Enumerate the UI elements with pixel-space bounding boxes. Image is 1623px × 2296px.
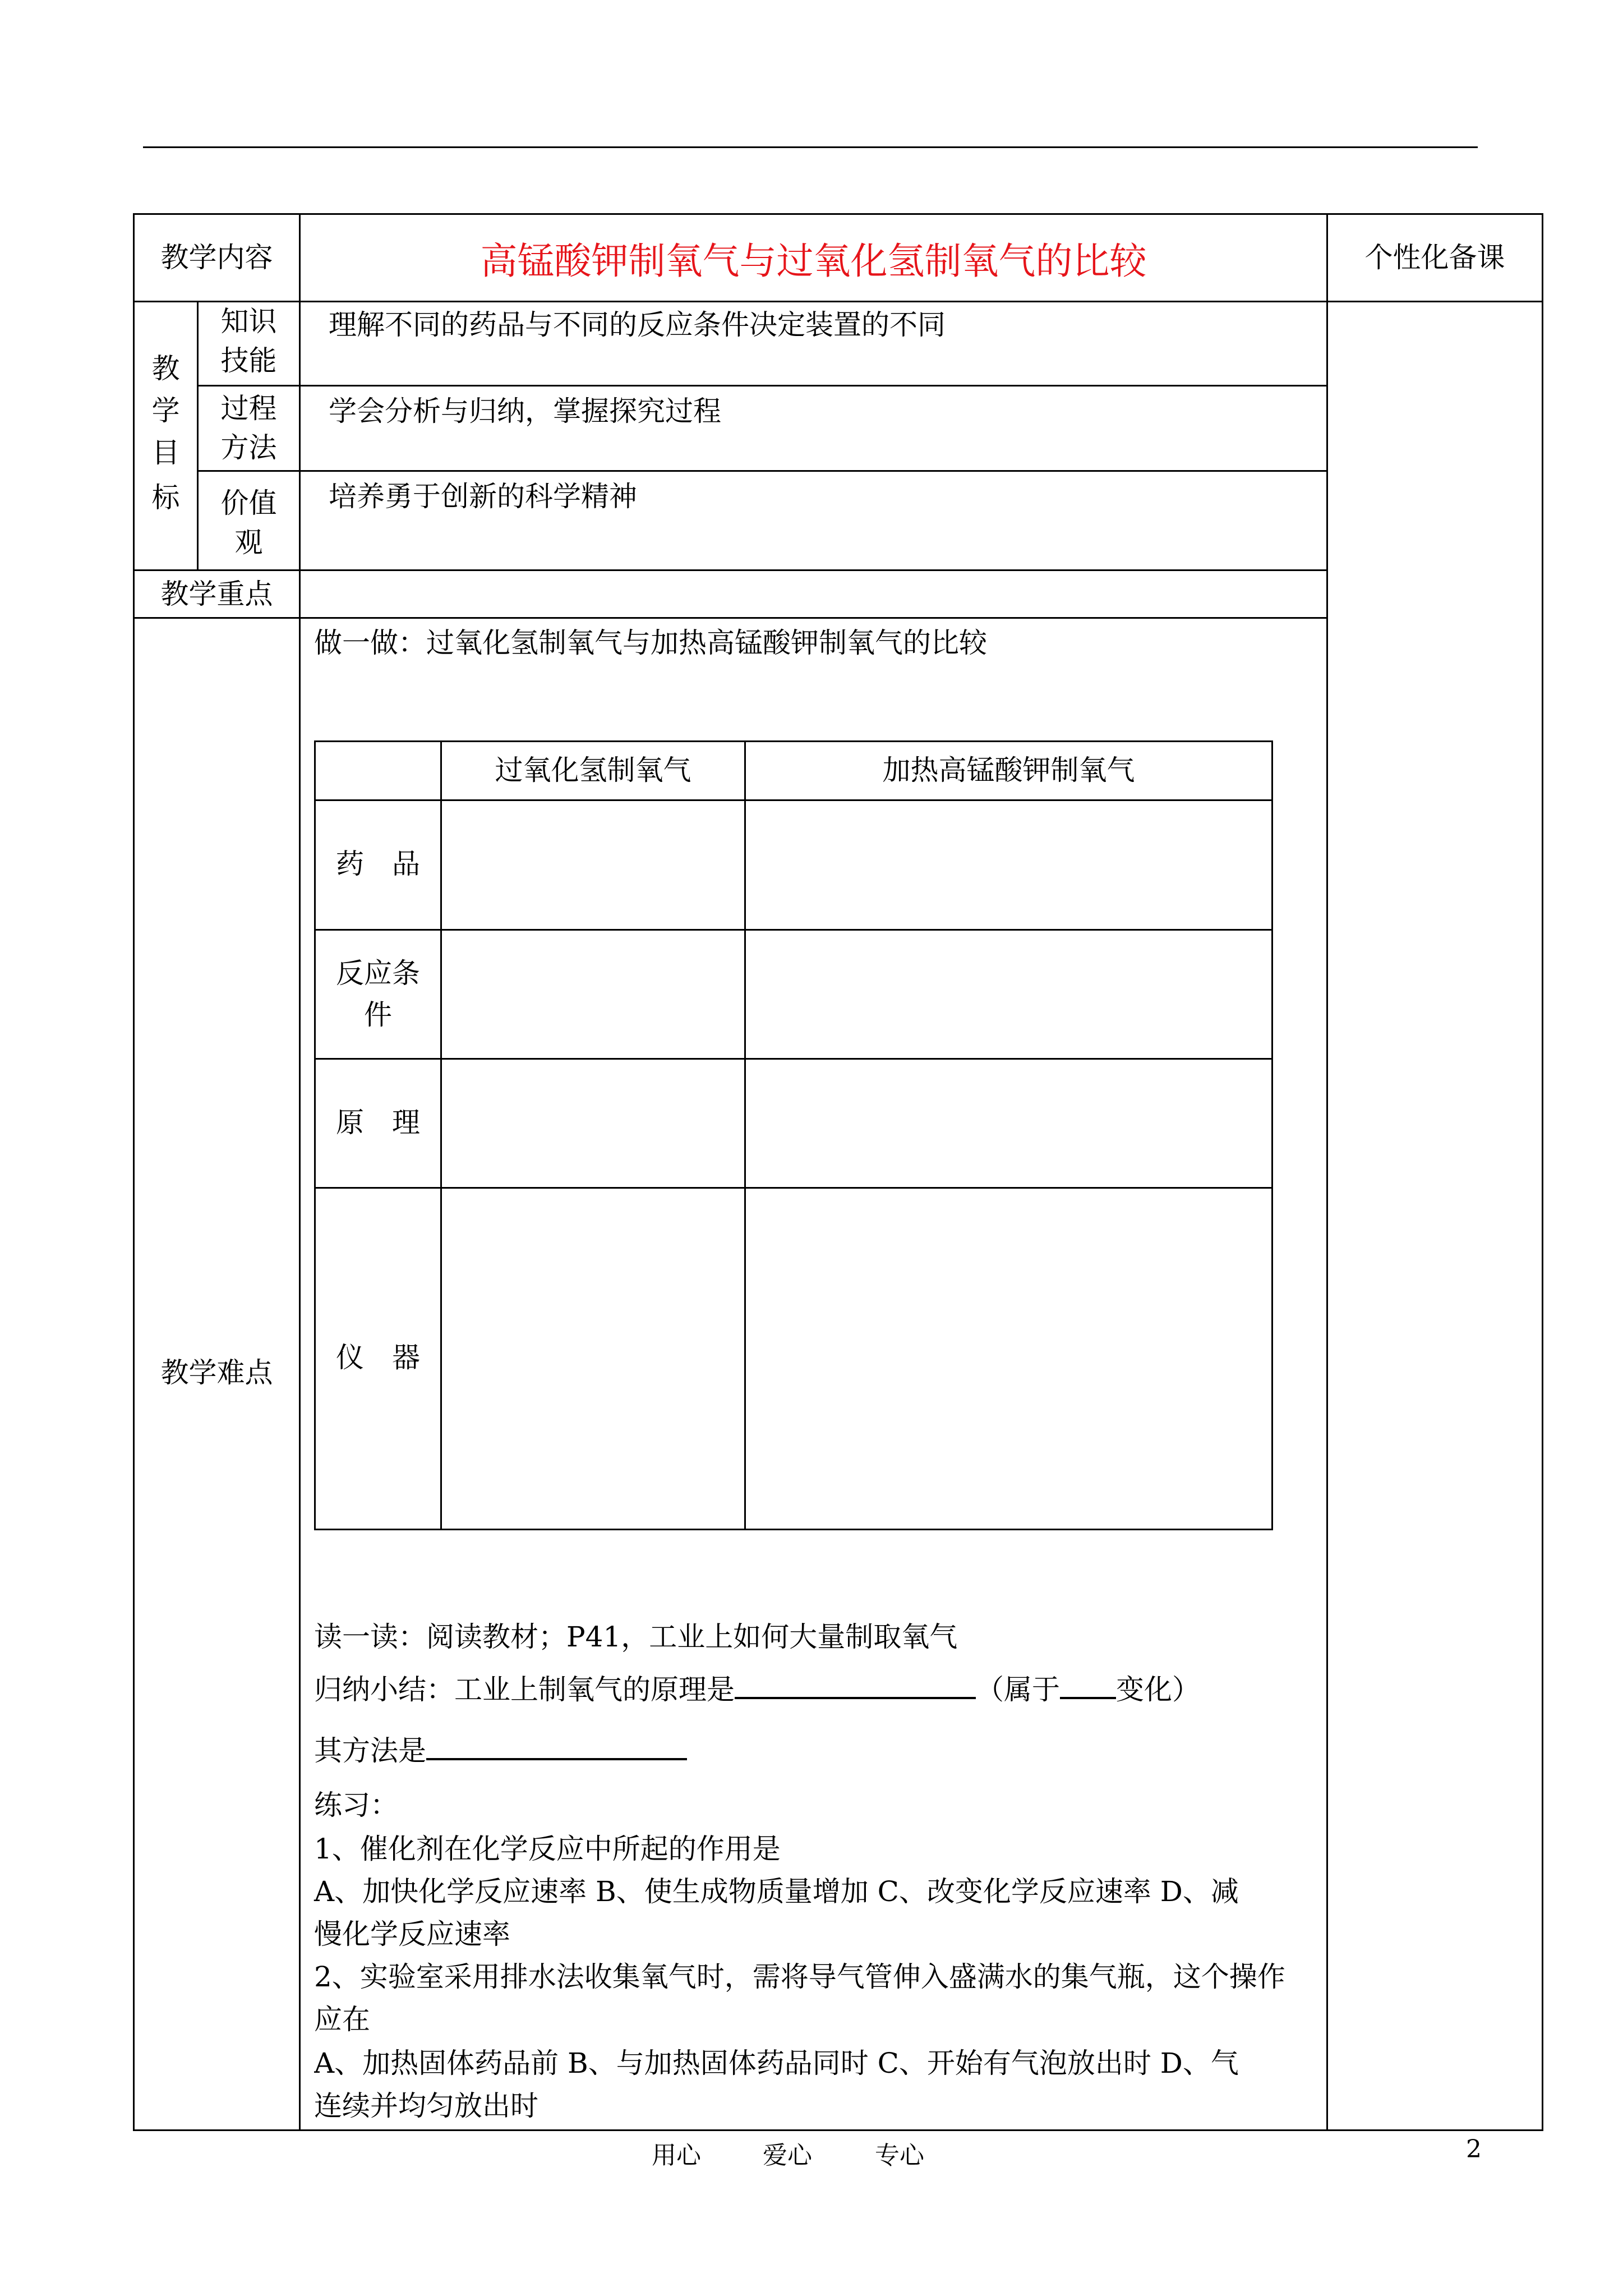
teaching-content-label: 教学内容 <box>160 241 273 274</box>
objective-process-label-line2: 方法 <box>220 431 277 464</box>
method-blank[interactable] <box>426 1731 687 1760</box>
summary-mid: （属于 <box>976 1673 1060 1706</box>
personalized-prep-label: 个性化备课 <box>1364 241 1505 274</box>
activity-do-it: 做一做：过氧化氢制氧气与加热高锰酸钾制氧气的比较 <box>314 627 987 659</box>
objective-process-content: 学会分析与归纳，掌握探究过程 <box>329 395 721 427</box>
summary-change-blank[interactable] <box>1060 1670 1116 1699</box>
exercise-1-options-line2: 慢化学反应速率 <box>314 1918 510 1950</box>
summary-line <box>314 1668 1200 1711</box>
comparison-row-apparatus: 仪 器 <box>336 1341 420 1374</box>
comparison-header-kmno4: 加热高锰酸钾制氧气 <box>882 754 1135 786</box>
difficulty-label: 教学难点 <box>160 1356 273 1389</box>
exercise-2-options-line2: 连续并均匀放出时 <box>314 2090 538 2122</box>
summary-principle-blank[interactable] <box>735 1670 976 1699</box>
comparison-row-condition-line2: 件 <box>364 999 392 1031</box>
comparison-row-principle: 原 理 <box>336 1106 420 1139</box>
header-rule <box>143 146 1478 148</box>
summary-prefix: 归纳小结：工业上制氧气的原理是 <box>314 1673 735 1706</box>
exercise-1-stem: 1、催化剂在化学反应中所起的作用是 <box>314 1833 781 1865</box>
exercise-2-stem-line1: 2、实验室采用排水法收集氧气时，需将导气管伸入盛满水的集气瓶，这个操作 <box>314 1961 1285 1993</box>
exercise-1-options-line1: A、加快化学反应速率 B、使生成物质量增加 C、改变化学反应速率 D、减 <box>314 1875 1239 1908</box>
exercises-heading: 练习： <box>314 1789 398 1821</box>
method-line <box>314 1729 687 1772</box>
method-prefix: 其方法是 <box>314 1734 426 1767</box>
comparison-row-condition-line1: 反应条 <box>336 957 420 990</box>
objective-values-label-line1: 价值 <box>220 487 277 519</box>
comparison-row-reagent: 药 品 <box>336 848 420 880</box>
exercise-2-options-line1: A、加热固体药品前 B、与加热固体药品同时 C、开始有气泡放出时 D、气 <box>314 2047 1239 2079</box>
objective-knowledge-label-line1: 知识 <box>220 305 277 338</box>
footer-motto-1: 用心 <box>652 2141 701 2170</box>
comparison-header-h2o2: 过氧化氢制氧气 <box>495 754 691 786</box>
objective-knowledge-content: 理解不同的药品与不同的反应条件决定装置的不同 <box>329 309 946 341</box>
objective-knowledge-label-line2: 技能 <box>220 344 277 377</box>
page-number: 2 <box>1466 2135 1482 2164</box>
objective-process-label-line1: 过程 <box>220 392 277 425</box>
reading-read-it: 读一读：阅读教材；P41，工业上如何大量制取氧气 <box>314 1621 958 1653</box>
footer-motto-2: 爱心 <box>763 2141 812 2170</box>
key-point-label: 教学重点 <box>160 578 273 610</box>
objective-values-label-line2: 观 <box>234 526 263 559</box>
exercise-2-stem-line2: 应在 <box>314 2003 370 2036</box>
objective-values-content: 培养勇于创新的科学精神 <box>329 480 637 513</box>
summary-suffix: 变化） <box>1116 1673 1200 1706</box>
footer-motto-3: 专心 <box>875 2141 924 2170</box>
page-title: 高锰酸钾制氧气与过氧化氢制氧气的比较 <box>480 240 1147 283</box>
